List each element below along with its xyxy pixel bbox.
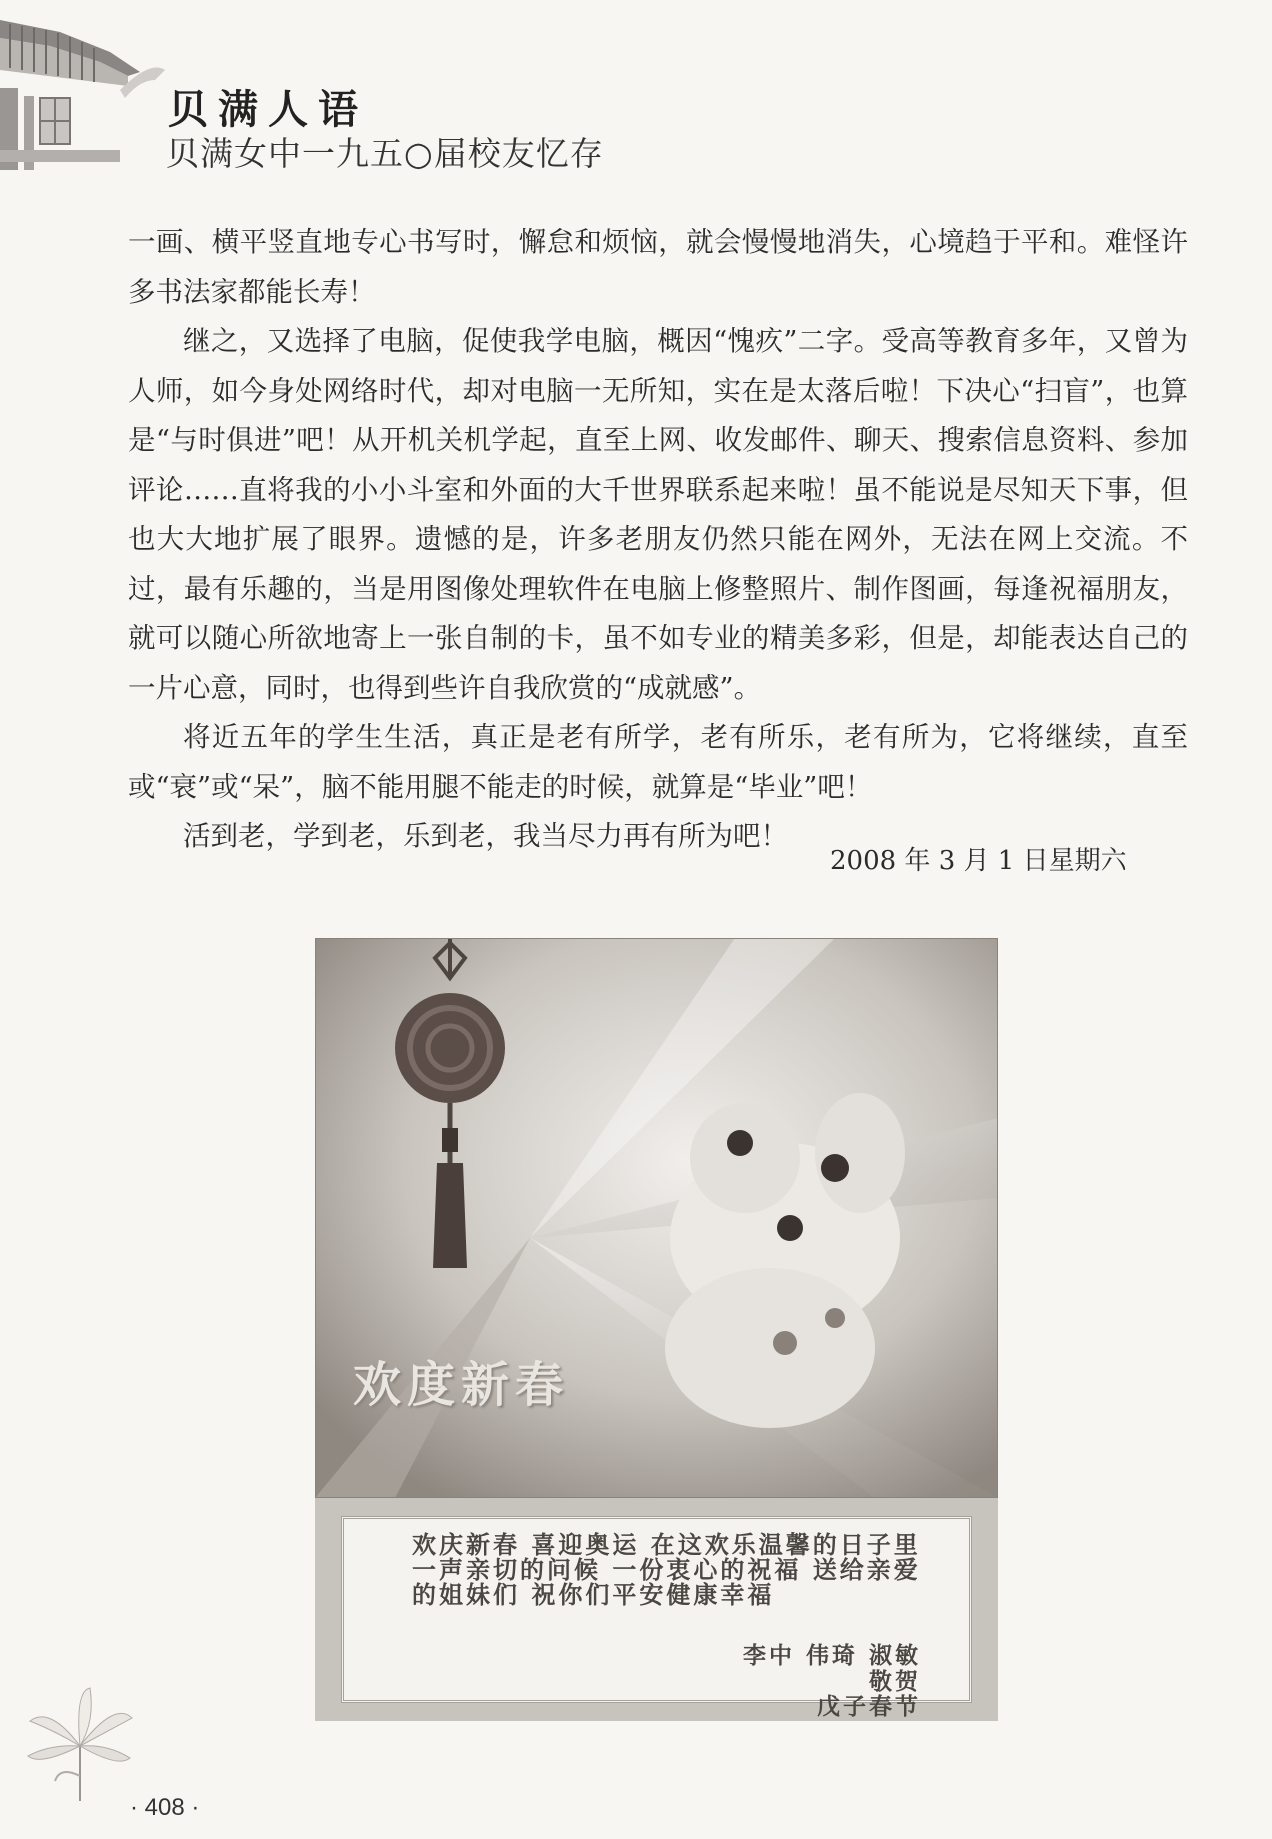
paragraph: 一画、横平竖直地专心书写时，懈怠和烦恼，就会慢慢地消失，心境趋于平和。难怪许多书法家都能长寿！ <box>128 226 1188 308</box>
section-title: 贝满人语 <box>168 87 368 133</box>
greeting-card-image <box>315 938 998 1721</box>
article-date: 2008 年 3 月 1 日星期六 <box>830 846 1127 876</box>
card-banner-text: 欢度新春 <box>353 1357 570 1413</box>
greeting-signatories: 李中 伟琦 淑敏 <box>742 1643 921 1669</box>
paragraph: 继之，又选择了电脑，促使我学电脑，概因“愧疚”二字。受高等教育多年，又曾为人师，如今身处网络时代，却对电脑一无所知，实在是太落后啦！下决心“扫盲”，也算是“与时俱进”吧！从开机关机学起，直至上网、收发邮件、聊天、搜索信息资料、参加评论……直将我的小小斗室和外面的大千世界联系起来啦！虽不能说是尽知天下事，但也大大地扩展了眼界。遗憾的是，许多老朋友仍然只能在网外，无法在网上交流。不过，最有乐趣的，当是用图像处理软件在电脑上修整照片、制作图画，每逢祝福朋友，就可以随心所欲地寄上一张自制的卡，虽不如专业的精美多彩，但是，却能表达自己的一片心意，同时，也得到些许自我欣赏的“成就感”。 <box>128 325 1188 704</box>
article-body <box>128 218 1188 862</box>
paragraph: 活到老，学到老，乐到老，我当尽力再有所为吧！ <box>183 820 788 852</box>
page-number: · 408 · <box>130 1794 200 1821</box>
pavilion-roof-illustration <box>0 0 175 190</box>
paragraph: 将近五年的学生生活，真正是老有所学，老有所乐，老有所为，它将继续，直至或“衰”或“呆”，脑不能用腿不能走的时候，就算是“毕业”吧！ <box>128 721 1188 803</box>
greeting-frame <box>341 1516 972 1720</box>
greeting-action: 敬贺 <box>869 1669 921 1695</box>
lily-flower-icon <box>20 1686 140 1806</box>
greeting-date: 戊子春节 <box>817 1694 921 1720</box>
greeting-message: 欢庆新春 喜迎奥运 在这欢乐温馨的日子里 一声亲切的问候 一份衷心的祝福 送给亲爱的姐妹们 祝你们平安健康幸福 <box>412 1531 921 1609</box>
card-greeting-panel <box>315 1498 998 1721</box>
book-subtitle: 贝满女中一九五○届校友忆存 <box>166 134 604 173</box>
